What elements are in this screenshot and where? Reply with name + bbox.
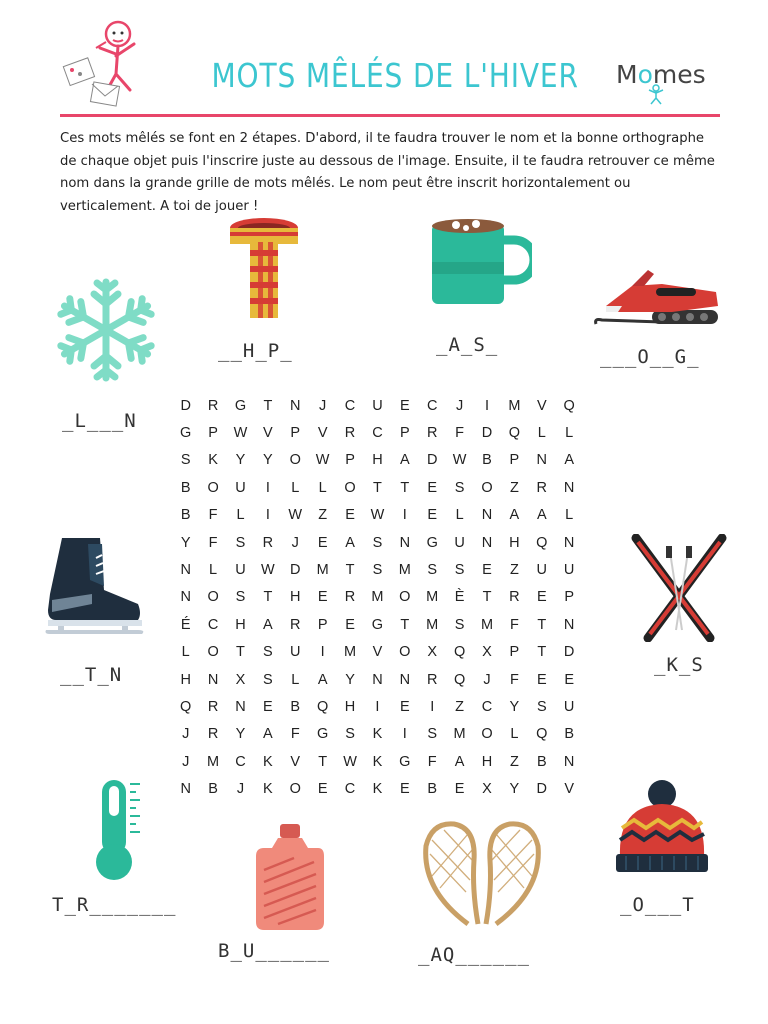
grid-letter[interactable]: C [426,397,438,414]
grid-letter[interactable]: D [536,781,548,798]
mug-icon [428,216,532,308]
logo-figure-icon [644,84,668,106]
grid-letter[interactable]: R [344,589,356,606]
grid-letter[interactable]: X [235,671,246,688]
grid-letter[interactable]: L [236,507,245,524]
grid-letter[interactable]: N [207,671,219,688]
grid-letter[interactable]: O [207,589,219,606]
grid-row [172,392,612,419]
grid-letter[interactable]: E [317,589,328,606]
grid-letter[interactable]: W [315,452,330,469]
grid-letter[interactable]: D [563,644,575,661]
snowmobile-icon [592,266,724,332]
grid-row [172,556,612,583]
hot-water-bottle-icon [254,822,326,932]
grid-letter[interactable]: P [317,616,328,633]
grid-letter[interactable]: H [344,698,356,715]
grid-letter[interactable]: L [209,562,218,579]
grid-letter[interactable]: N [536,452,548,469]
clue-thermometre: T_R_______ [52,894,177,916]
grid-letter[interactable]: A [345,534,355,551]
grid-letter[interactable]: A [536,507,547,524]
grid-letter[interactable]: O [481,479,493,496]
grid-letter[interactable]: V [290,753,301,770]
clue-flocon: _L___N [62,410,137,432]
grid-letter[interactable]: N [399,534,411,551]
grid-letter[interactable]: E [454,781,465,798]
grid-letter[interactable]: N [563,616,575,633]
grid-letter[interactable]: I [320,644,325,661]
grid-letter[interactable]: N [235,698,246,715]
grid-letter[interactable]: T [263,397,273,414]
grid-letter[interactable]: O [207,644,219,661]
grid-letter[interactable]: X [482,781,492,798]
grid-letter[interactable]: B [290,698,301,715]
grid-letter[interactable]: Q [508,425,521,442]
grid-letter[interactable]: M [316,562,329,579]
grid-letter[interactable]: U [235,562,246,579]
grid-row [172,419,612,446]
grid-letter[interactable]: U [454,534,465,551]
grid-letter[interactable]: S [345,726,355,743]
grid-letter[interactable]: N [563,753,575,770]
grid-letter[interactable]: J [182,726,190,743]
grid-letter[interactable]: T [400,479,410,496]
grid-letter[interactable]: A [263,726,273,743]
grid-letter[interactable]: V [536,397,547,414]
skis-icon [630,534,728,642]
grid-letter[interactable]: E [317,781,328,798]
grid-letter[interactable]: R [536,479,548,496]
grid-letter[interactable]: E [399,781,410,798]
grid-letter[interactable]: T [482,589,492,606]
grid-letter[interactable]: Z [318,507,328,524]
grid-letter[interactable]: C [235,753,246,770]
grid-letter[interactable]: Q [536,534,548,551]
grid-letter[interactable]: J [455,397,464,414]
grid-letter[interactable]: S [454,479,465,496]
grid-letter[interactable]: M [426,616,439,633]
grid-letter[interactable]: E [536,589,547,606]
grid-letter[interactable]: N [180,589,191,606]
grid-letter[interactable]: S [427,726,438,743]
grid-letter[interactable]: Z [509,562,519,579]
grid-letter[interactable]: H [372,452,383,469]
clue-raquettes: _AQ______ [418,944,530,966]
grid-letter[interactable]: A [564,452,574,469]
grid-letter[interactable]: E [482,562,492,579]
grid-letter[interactable]: L [537,425,546,442]
grid-letter[interactable]: R [207,698,219,715]
grid-letter[interactable]: V [372,644,383,661]
grid-letter[interactable]: T [373,479,382,496]
grid-letter[interactable]: U [536,562,548,579]
grid-letter[interactable]: U [235,479,246,496]
grid-letter[interactable]: G [234,397,247,414]
clue-patin: __T_N [60,664,123,686]
grid-letter[interactable]: A [509,507,520,524]
grid-letter[interactable]: M [508,397,521,414]
grid-letter[interactable]: A [454,753,465,770]
grid-letter[interactable]: H [290,589,301,606]
grid-letter[interactable]: F [509,616,519,633]
grid-letter[interactable]: I [265,479,270,496]
grid-letter[interactable]: N [399,671,411,688]
grid-letter[interactable]: É [180,616,191,633]
grid-row [172,502,612,529]
grid-letter[interactable]: A [263,616,273,633]
grid-letter[interactable]: L [455,507,464,524]
header-rule [60,114,720,117]
grid-letter[interactable]: F [427,753,437,770]
grid-letter[interactable]: R [207,726,219,743]
grid-letter[interactable]: W [452,452,467,469]
grid-letter[interactable]: R [262,534,274,551]
grid-row [172,775,612,802]
grid-letter[interactable]: C [344,397,356,414]
grid-letter[interactable]: H [481,753,493,770]
grid-letter[interactable]: M [371,589,384,606]
grid-letter[interactable]: Y [509,698,520,715]
grid-letter[interactable]: Q [180,698,192,715]
grid-letter[interactable]: J [291,534,299,551]
grid-letter[interactable]: D [481,425,493,442]
grid-row [172,584,612,611]
grid-letter[interactable]: T [537,616,547,633]
grid-letter[interactable]: H [509,534,520,551]
grid-letter[interactable]: P [345,452,355,469]
grid-letter[interactable]: U [563,698,575,715]
grid-letter[interactable]: S [427,562,438,579]
grid-letter[interactable]: H [180,671,191,688]
grid-letter[interactable]: H [235,616,246,633]
grid-letter[interactable]: S [180,452,191,469]
grid-letter[interactable]: S [263,644,273,661]
grid-letter[interactable]: N [290,397,301,414]
grid-row [172,611,612,638]
grid-letter[interactable]: I [402,726,407,743]
grid-letter[interactable]: I [402,507,407,524]
grid-letter[interactable]: P [290,425,301,442]
grid-letter[interactable]: W [261,562,275,579]
grid-letter[interactable]: K [372,781,383,798]
grid-letter[interactable]: Q [453,671,466,688]
clue-motoneige: ___O__G_ [600,346,700,368]
instructions-text: Ces mots mêlés se font en 2 étapes. D'abord, il te faudra trouver le nom et la bonne orthographe de chaque objet puis l'inscrire juste au dessous de l'image. Ensuite, il te faudra retrouver ce même nom dans la grande grille de mots mêlés. Le nom peut être inscrit horizontalement ou verticalement. A toi de jouer ! [60,131,715,214]
grid-letter[interactable]: G [180,425,192,442]
grid-letter[interactable]: M [207,753,220,770]
grid-letter[interactable]: F [208,534,218,551]
grid-letter[interactable]: Y [345,671,355,688]
grid-letter[interactable]: U [563,562,575,579]
grid-letter[interactable]: X [482,644,492,661]
grid-letter[interactable]: P [509,452,520,469]
grid-letter[interactable]: I [265,507,270,524]
grid-letter[interactable]: S [235,589,246,606]
grid-letter[interactable]: L [510,726,519,743]
grid-letter[interactable]: C [207,616,219,633]
snowshoes-icon [418,820,546,932]
grid-letter[interactable]: S [536,698,547,715]
grid-letter[interactable]: S [454,562,465,579]
grid-row [172,447,612,474]
grid-letter[interactable]: G [426,534,438,551]
grid-letter[interactable]: E [427,479,438,496]
grid-letter[interactable]: N [372,671,383,688]
grid-letter[interactable]: N [481,534,493,551]
grid-letter[interactable]: W [343,753,357,770]
grid-letter[interactable]: A [317,671,328,688]
word-search-grid [172,392,612,803]
grid-letter[interactable]: M [398,562,411,579]
grid-row [172,748,612,775]
snowflake-icon [52,276,160,384]
grid-letter[interactable]: Z [509,479,519,496]
grid-letter[interactable]: M [453,726,466,743]
grid-letter[interactable]: Y [509,781,520,798]
grid-letter[interactable]: G [399,753,411,770]
grid-letter[interactable]: L [318,479,327,496]
grid-letter[interactable]: D [180,397,191,414]
grid-letter[interactable]: Y [235,726,246,743]
grid-letter[interactable]: K [372,753,383,770]
grid-letter[interactable]: E [317,534,328,551]
grid-letter[interactable]: V [263,425,273,442]
grid-letter[interactable]: M [343,644,357,661]
grid-letter[interactable]: È [454,589,465,606]
grid-letter[interactable]: G [317,726,329,743]
grid-letter[interactable]: O [289,781,301,798]
grid-letter[interactable]: C [481,698,493,715]
grid-letter[interactable]: N [180,781,191,798]
grid-letter[interactable]: L [291,671,300,688]
grid-letter[interactable]: B [180,507,191,524]
grid-letter[interactable]: D [290,562,301,579]
grid-letter[interactable]: G [371,616,384,633]
grid-letter[interactable]: O [399,644,411,661]
grid-letter[interactable]: L [181,644,190,661]
grid-letter[interactable]: Y [235,452,246,469]
grid-letter[interactable]: P [509,644,520,661]
grid-letter[interactable]: F [509,671,519,688]
grid-letter[interactable]: O [399,589,411,606]
grid-letter[interactable]: T [345,562,355,579]
grid-letter[interactable]: W [288,507,303,524]
grid-letter[interactable]: L [565,425,574,442]
grid-letter[interactable]: K [208,452,218,469]
grid-letter[interactable]: E [399,698,410,715]
grid-letter[interactable]: F [290,726,300,743]
grid-letter[interactable]: V [564,781,574,798]
grid-letter[interactable]: S [454,616,465,633]
grid-letter[interactable]: E [564,671,574,688]
grid-letter[interactable]: R [207,397,219,414]
grid-letter[interactable]: R [426,671,438,688]
clue-skis: _K_S [654,654,704,676]
grid-row [172,529,612,556]
grid-letter[interactable]: E [536,671,547,688]
clue-echarpe: __H_P_ [218,340,293,362]
grid-letter[interactable]: Q [563,397,575,414]
grid-letter[interactable]: S [263,671,273,688]
grid-letter[interactable]: D [426,452,438,469]
grid-letter[interactable]: K [372,726,383,743]
grid-letter[interactable]: E [427,507,438,524]
grid-letter[interactable]: P [208,425,218,442]
grid-letter[interactable]: Z [509,753,519,770]
child-drawing-illustration [58,14,158,114]
grid-letter[interactable]: N [481,507,493,524]
grid-letter[interactable]: J [182,753,190,770]
grid-letter[interactable]: B [536,753,547,770]
grid-letter[interactable]: B [482,452,492,469]
grid-letter[interactable]: Q [536,726,548,743]
grid-letter[interactable]: R [426,425,438,442]
grid-row [172,639,612,666]
grid-letter[interactable]: N [180,562,191,579]
grid-row [172,693,612,720]
grid-letter[interactable]: L [291,479,300,496]
grid-letter[interactable]: B [427,781,438,798]
thermometer-icon [94,778,144,882]
grid-letter[interactable]: S [235,534,246,551]
grid-letter[interactable]: T [236,644,245,661]
clue-tasse: _A_S_ [436,334,499,356]
grid-letter[interactable]: O [289,452,301,469]
scarf-icon [226,216,302,324]
grid-letter[interactable]: C [344,781,356,798]
grid-letter[interactable]: E [345,507,355,524]
grid-letter[interactable]: U [372,397,383,414]
grid-letter[interactable]: J [319,397,327,414]
grid-letter[interactable]: I [375,698,380,715]
grid-letter[interactable]: C [372,425,383,442]
grid-letter[interactable]: B [208,781,218,798]
grid-letter[interactable]: T [537,644,547,661]
clue-bonnet: _O___T [620,894,695,916]
grid-letter[interactable]: Y [263,452,273,469]
grid-letter[interactable]: X [427,644,438,661]
grid-letter[interactable]: W [233,425,248,442]
grid-letter[interactable]: Q [453,644,466,661]
grid-row [172,721,612,748]
grid-letter[interactable]: N [563,534,575,551]
grid-letter[interactable]: I [484,397,489,414]
grid-letter[interactable]: R [509,589,520,606]
grid-letter[interactable]: J [236,781,245,798]
grid-letter[interactable]: E [345,616,355,633]
grid-letter[interactable]: O [481,726,493,743]
grid-letter[interactable]: B [564,726,574,743]
grid-letter[interactable]: M [480,616,494,633]
grid-letter[interactable]: Q [317,698,329,715]
grid-letter[interactable]: T [318,753,328,770]
grid-letter[interactable]: F [208,507,218,524]
grid-letter[interactable]: S [372,534,383,551]
grid-letter[interactable]: O [207,479,219,496]
grid-letter[interactable]: Z [455,698,465,715]
grid-letter[interactable]: L [565,507,574,524]
grid-row [172,474,612,501]
grid-letter[interactable]: N [563,479,575,496]
grid-letter[interactable]: I [430,698,435,715]
grid-letter[interactable]: K [263,781,273,798]
grid-letter[interactable]: B [180,479,191,496]
grid-row [172,666,612,693]
grid-letter[interactable]: Y [180,534,191,551]
grid-letter[interactable]: K [263,753,273,770]
grid-letter[interactable]: W [370,507,385,524]
grid-letter[interactable]: A [399,452,410,469]
grid-letter[interactable]: F [455,425,465,442]
grid-letter[interactable]: V [317,425,328,442]
grid-letter[interactable]: R [290,616,301,633]
momes-logo: Momes [616,60,706,89]
grid-letter[interactable]: J [483,671,491,688]
grid-letter[interactable]: S [372,562,383,579]
grid-letter[interactable]: R [344,425,356,442]
beanie-icon [612,776,712,876]
grid-letter[interactable]: E [399,397,410,414]
grid-letter[interactable]: M [426,589,439,606]
page-title: MOTS MÊLÉS DE L'HIVER [211,56,579,95]
grid-letter[interactable]: P [564,589,574,606]
grid-letter[interactable]: T [400,616,410,633]
grid-letter[interactable]: P [399,425,410,442]
clue-bouillotte: B_U______ [218,940,330,962]
grid-letter[interactable]: E [263,698,273,715]
grid-letter[interactable]: T [263,589,273,606]
grid-letter[interactable]: U [290,644,301,661]
grid-letter[interactable]: O [344,479,356,496]
ice-skate-icon [42,534,146,642]
